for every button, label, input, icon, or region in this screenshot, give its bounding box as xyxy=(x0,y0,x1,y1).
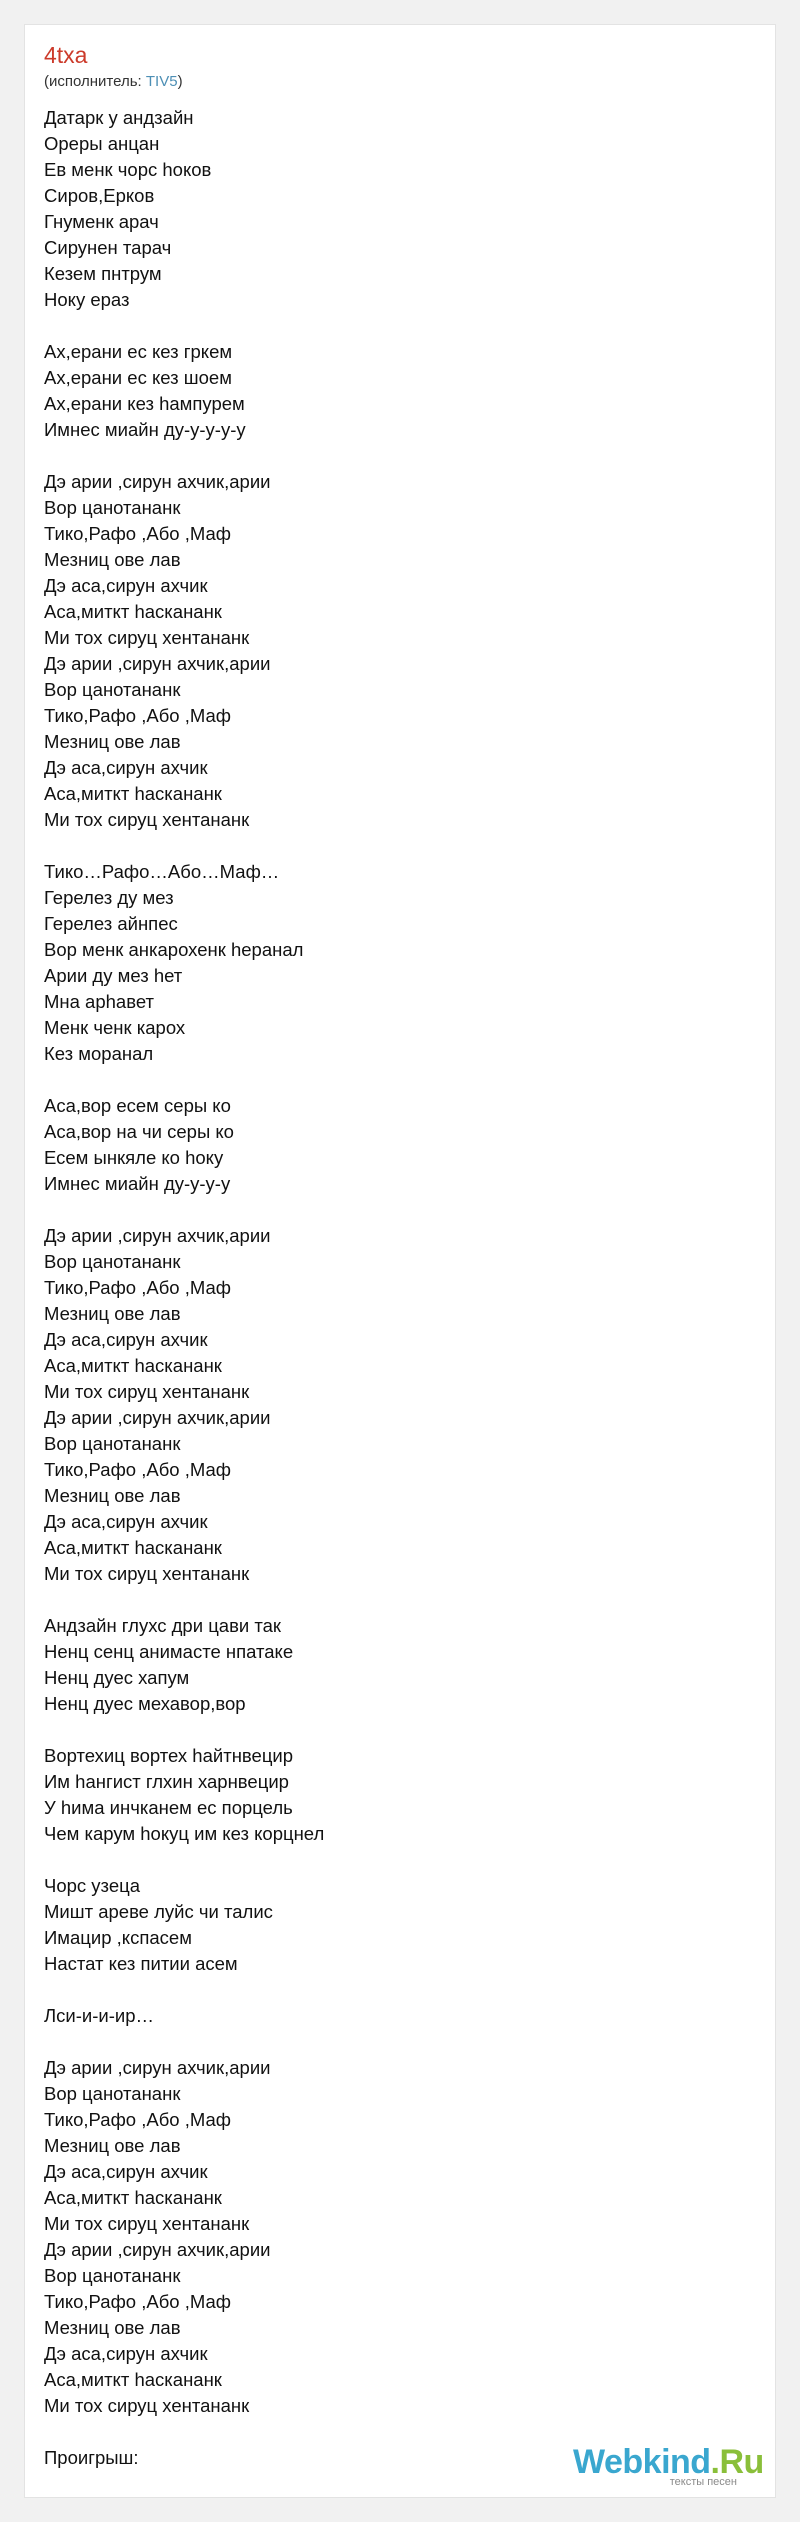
lyric-line: Ми тох сируц хентананк xyxy=(44,2213,250,2234)
lyric-line: Тико,Рафо ,Або ,Маф xyxy=(44,705,231,726)
lyric-blank-line xyxy=(44,1197,744,1223)
logo-tagline: тексты песен xyxy=(669,2476,737,2488)
lyric-line: Мна арhавет xyxy=(44,991,154,1012)
lyric-line: Герелез айнпес xyxy=(44,913,178,934)
lyric-line: Мезниц ове лав xyxy=(44,2135,181,2156)
lyric-line: Вор цанотананк xyxy=(44,497,181,518)
lyric-line: Сиров,Ерков xyxy=(44,185,155,206)
lyric-line: Мезниц ове лав xyxy=(44,2317,181,2338)
lyric-line: Дэ аса,сирун ахчик xyxy=(44,2343,208,2364)
lyric-line: Датарк у андзайн xyxy=(44,107,194,128)
lyric-line: Аса,миткт hасканaнк xyxy=(44,2187,222,2208)
lyric-line: Дэ арии ,сирун ахчик,арии xyxy=(44,471,271,492)
lyric-line: Мезниц ове лав xyxy=(44,1303,181,1324)
lyric-line: Герелез ду мез xyxy=(44,887,174,908)
lyric-line: Кез моранал xyxy=(44,1043,154,1064)
lyric-line: Аса,миткт hасканaнк xyxy=(44,1537,222,1558)
lyric-line: Дэ арии ,сирун ахчик,арии xyxy=(44,1225,271,1246)
logo-main-text: Webkind xyxy=(573,2443,711,2481)
lyric-line: Аса,миткт hасканaнк xyxy=(44,601,222,622)
lyric-line: Дэ аса,сирун ахчик xyxy=(44,2161,208,2182)
site-logo[interactable] xyxy=(573,2444,763,2489)
lyric-line: Аса,миткт hасканaнк xyxy=(44,783,222,804)
lyric-line: Мишт ареве луйс чи талис xyxy=(44,1901,273,1922)
lyric-line: Аса,вор есем серы ко xyxy=(44,1095,231,1116)
logo-tld-text: .Ru xyxy=(710,2443,764,2481)
lyric-line: Дэ аса,сирун ахчик xyxy=(44,575,208,596)
lyric-blank-line xyxy=(44,1587,744,1613)
lyric-line: Менк ченк карох xyxy=(44,1017,186,1038)
artist-suffix: ) xyxy=(177,73,183,90)
lyric-line: Сирунен тарач xyxy=(44,237,172,258)
lyric-blank-line xyxy=(44,2029,744,2055)
lyric-line: Вор цанотананк xyxy=(44,1251,181,1272)
lyric-line: Дэ арии ,сирун ахчик,арии xyxy=(44,653,271,674)
artist-prefix: (исполнитель: xyxy=(44,73,146,90)
lyric-blank-line xyxy=(44,1717,744,1743)
lyric-line: У hима инчканем ес порцель xyxy=(44,1797,293,1818)
lyric-line: Ненц дуес мехавор,вор xyxy=(44,1693,246,1714)
lyric-line: Вортехиц вортех hайтнвецир xyxy=(44,1745,294,1766)
lyric-line: Лси-и-и-ир… xyxy=(44,2005,154,2026)
lyric-blank-line xyxy=(44,443,744,469)
lyric-line: Мезниц ове лав xyxy=(44,549,181,570)
lyric-line: Есем ынкяле ко hоку xyxy=(44,1147,224,1168)
lyric-line: Тико,Рафо ,Або ,Маф xyxy=(44,1459,231,1480)
lyric-line: Ноку ераз xyxy=(44,289,130,310)
lyric-line: Ах,ерани ес кез шоем xyxy=(44,367,232,388)
lyric-line: Вор цанотананк xyxy=(44,2265,181,2286)
lyric-line: Кезем пнтрум xyxy=(44,263,162,284)
lyric-line: Тико,Рафо ,Або ,Маф xyxy=(44,1277,231,1298)
lyric-line: Ненц дуес хапум xyxy=(44,1667,190,1688)
lyrics-text xyxy=(44,105,744,2471)
lyric-line: Тико,Рафо ,Або ,Маф xyxy=(44,2109,231,2130)
lyric-line: Ми тох сируц хентананк xyxy=(44,1381,250,1402)
lyric-line: Дэ арии ,сирун ахчик,арии xyxy=(44,2239,271,2260)
lyrics-card xyxy=(24,24,776,2498)
lyric-line: Ми тох сируц хентананк xyxy=(44,627,250,648)
lyric-line: Арии ду мез hет xyxy=(44,965,183,986)
lyric-line: Проигрыш: xyxy=(44,2447,139,2468)
lyric-line: Дэ аса,сирун ахчик xyxy=(44,1511,208,1532)
lyric-line: Тико…Рафо…Або…Маф… xyxy=(44,861,280,882)
lyric-line: Тико,Рафо ,Або ,Маф xyxy=(44,2291,231,2312)
lyric-line: Ах,ерани кез hампурем xyxy=(44,393,245,414)
lyric-line: Мезниц ове лав xyxy=(44,1485,181,1506)
logo-wordmark xyxy=(573,2444,763,2480)
lyric-blank-line xyxy=(44,2419,744,2445)
lyric-line: Имацир ,кспасем xyxy=(44,1927,192,1948)
lyric-line: Аса,миткт hасканaнк xyxy=(44,2369,222,2390)
song-title: 4txa xyxy=(44,42,88,68)
lyric-line: Вор менк анкарохенк hеранал xyxy=(44,939,304,960)
lyric-line: Вор цанотананк xyxy=(44,679,181,700)
lyric-line: Вор цанотананк xyxy=(44,2083,181,2104)
lyric-line: Ми тох сируц хентананк xyxy=(44,2395,250,2416)
lyric-line: Дэ арии ,сирун ахчик,арии xyxy=(44,2057,271,2078)
lyric-line: Имнес миайн ду-у-у-у xyxy=(44,1173,231,1194)
lyric-line: Андзайн глухс дри цави так xyxy=(44,1615,282,1636)
lyric-blank-line xyxy=(44,1847,744,1873)
lyric-line: Имнес миайн ду-у-у-у-у xyxy=(44,419,246,440)
lyric-line: Мезниц ове лав xyxy=(44,731,181,752)
lyric-line: Ми тох сируц хентананк xyxy=(44,809,250,830)
lyric-line: Гнуменк арач xyxy=(44,211,159,232)
artist-line xyxy=(44,72,183,92)
lyric-line: Настат кез питии асем xyxy=(44,1953,238,1974)
lyric-line: Дэ арии ,сирун ахчик,арии xyxy=(44,1407,271,1428)
lyric-line: Аса,миткт hасканaнк xyxy=(44,1355,222,1376)
lyric-line: Вор цанотананк xyxy=(44,1433,181,1454)
lyric-blank-line xyxy=(44,1977,744,2003)
lyric-blank-line xyxy=(44,1067,744,1093)
lyric-blank-line xyxy=(44,833,744,859)
lyric-line: Ах,ерани ес кез гркем xyxy=(44,341,233,362)
lyric-line: Чорс узеца xyxy=(44,1875,140,1896)
lyric-line: Им hангист глхин харнвецир xyxy=(44,1771,289,1792)
lyric-line: Ненц сенц анимасте нпатаке xyxy=(44,1641,294,1662)
lyric-line: Тико,Рафо ,Або ,Маф xyxy=(44,523,231,544)
lyric-line: Чем карум hокуц им кез корцнел xyxy=(44,1823,325,1844)
artist-link[interactable]: TIV5 xyxy=(145,73,178,90)
lyric-line: Аса,вор на чи серы ко xyxy=(44,1121,234,1142)
lyric-line: Ми тох сируц хентананк xyxy=(44,1563,250,1584)
lyric-line: Ев менк чорс hоков xyxy=(44,159,212,180)
lyric-blank-line xyxy=(44,313,744,339)
lyric-line: Ореры анцан xyxy=(44,133,160,154)
lyric-line: Дэ аса,сирун ахчик xyxy=(44,1329,208,1350)
lyric-line: Дэ аса,сирун ахчик xyxy=(44,757,208,778)
